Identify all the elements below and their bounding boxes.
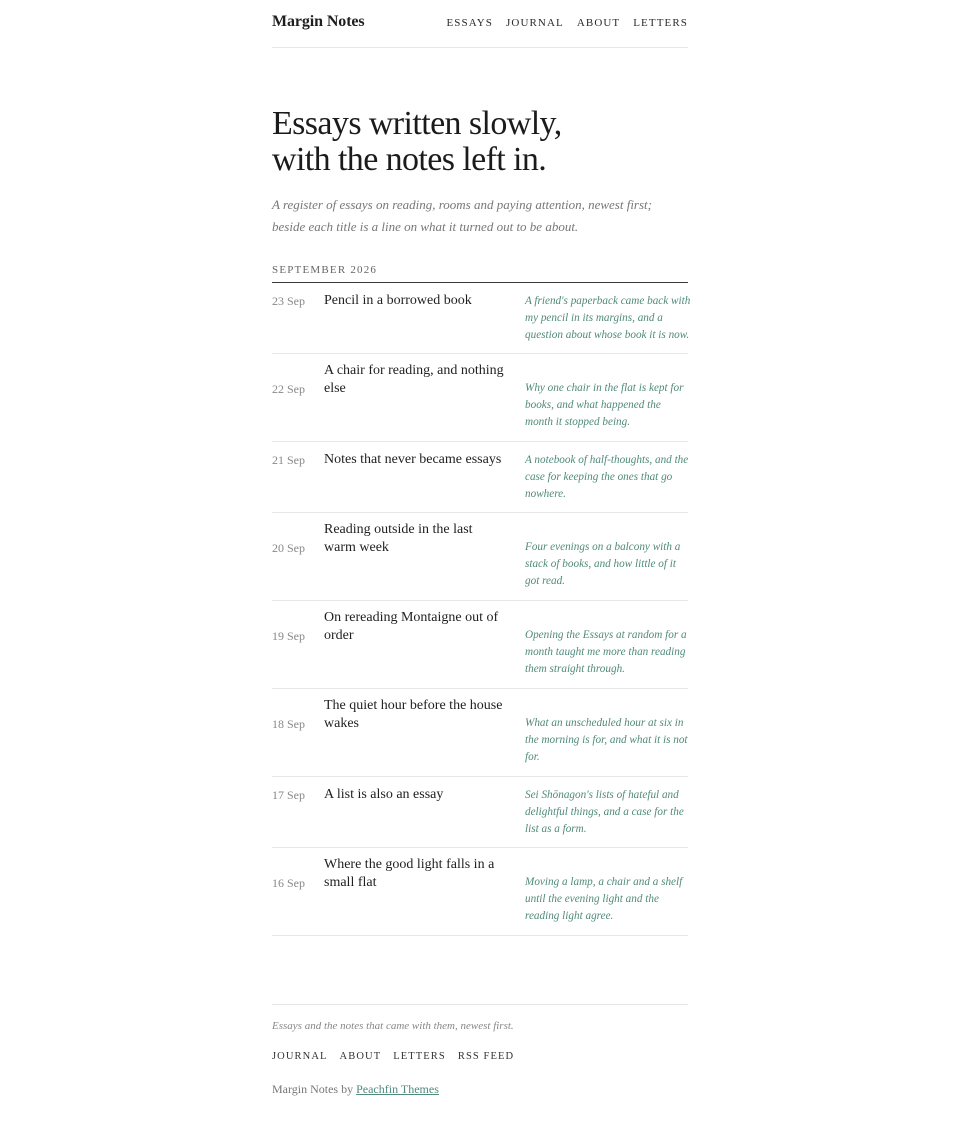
nav-about[interactable]: ABOUT xyxy=(576,17,621,29)
page-title-line-1: Essays written slowly, xyxy=(272,105,562,142)
essay-row[interactable] xyxy=(272,513,688,601)
essay-note: What an unscheduled hour at six in the morning is for, and what it is not for. xyxy=(525,717,688,763)
essay-title-link[interactable]: Pencil in a borrowed book xyxy=(324,293,472,308)
page-lede: A register of essays on reading, rooms and paying attention, newest first; beside each title is a line on what it turned out to be about. xyxy=(272,197,652,234)
essay-list xyxy=(272,283,691,936)
essay-title-link[interactable]: On rereading Montaigne out of order xyxy=(324,610,499,643)
essay-row[interactable] xyxy=(272,601,688,689)
essay-title-link[interactable]: Reading outside in the last warm week xyxy=(324,522,473,555)
essay-note: Moving a lamp, a chair and a shelf until the evening light and the reading light agree. xyxy=(525,876,683,922)
essay-date: 23 Sep xyxy=(272,294,305,308)
footer-nav-letters[interactable]: LETTERS xyxy=(393,1051,446,1062)
essay-date: 17 Sep xyxy=(272,788,305,802)
essay-title-link[interactable]: Notes that never became essays xyxy=(324,452,502,467)
essay-note: Why one chair in the flat is kept for books, and what happened the month it stopped being. xyxy=(525,382,684,428)
essay-note: Sei Shōnagon's lists of hateful and delightful things, and a case for the list as a form. xyxy=(525,789,684,835)
page-title xyxy=(272,106,592,178)
nav-letters[interactable]: LETTERS xyxy=(633,17,688,29)
essay-note: Opening the Essays at random for a month taught me more than reading them straight through. xyxy=(525,629,687,675)
page-title-line-2: with the notes left in. xyxy=(272,141,547,178)
nav-essays[interactable]: ESSAYS xyxy=(446,17,494,29)
essay-row[interactable] xyxy=(272,283,691,354)
essay-date: 19 Sep xyxy=(272,629,305,643)
essay-note: Four evenings on a balcony with a stack of books, and how little of it got read. xyxy=(525,541,681,587)
footer-nav-about[interactable]: ABOUT xyxy=(339,1051,382,1062)
credit-prefix: Margin Notes by xyxy=(272,1082,357,1096)
essay-row[interactable] xyxy=(272,442,688,513)
essay-note: A friend's paperback came back with my pencil in its margins, and a question about whose book it is now. xyxy=(525,295,691,341)
essay-date: 18 Sep xyxy=(272,717,305,731)
footer-credit xyxy=(272,1082,688,1097)
essay-date: 22 Sep xyxy=(272,382,305,396)
essay-title-link[interactable]: The quiet hour before the house wakes xyxy=(324,698,503,731)
footer-nav xyxy=(272,1051,688,1062)
essay-date: 16 Sep xyxy=(272,876,305,890)
nav-journal[interactable]: JOURNAL xyxy=(506,17,564,29)
page-column xyxy=(272,0,691,936)
footer-nav-journal[interactable]: JOURNAL xyxy=(272,1051,328,1062)
essay-date: 20 Sep xyxy=(272,541,305,555)
essay-title-link[interactable]: Where the good light falls in a small flat xyxy=(324,857,495,890)
essay-note: A notebook of half-thoughts, and the case for keeping the ones that go nowhere. xyxy=(525,454,689,500)
month-heading: SEPTEMBER 2026 xyxy=(272,264,688,283)
essay-row[interactable] xyxy=(272,848,688,936)
essay-date: 21 Sep xyxy=(272,453,305,467)
hero xyxy=(272,106,688,238)
essay-row[interactable] xyxy=(272,777,688,848)
footer-nav-rss[interactable]: RSS FEED xyxy=(457,1051,515,1062)
essay-title-link[interactable]: A list is also an essay xyxy=(324,787,444,802)
essay-row[interactable] xyxy=(272,354,688,442)
site-brand[interactable]: Margin Notes xyxy=(272,13,365,30)
main-nav xyxy=(446,17,688,29)
credit-link[interactable]: Peachfin Themes xyxy=(356,1082,439,1096)
essay-row[interactable] xyxy=(272,689,688,777)
essay-title-link[interactable]: A chair for reading, and nothing else xyxy=(324,363,504,396)
site-header xyxy=(272,0,688,48)
footer-tagline: Essays and the notes that came with them, newest first. xyxy=(272,1020,514,1032)
site-footer xyxy=(272,1004,688,1097)
